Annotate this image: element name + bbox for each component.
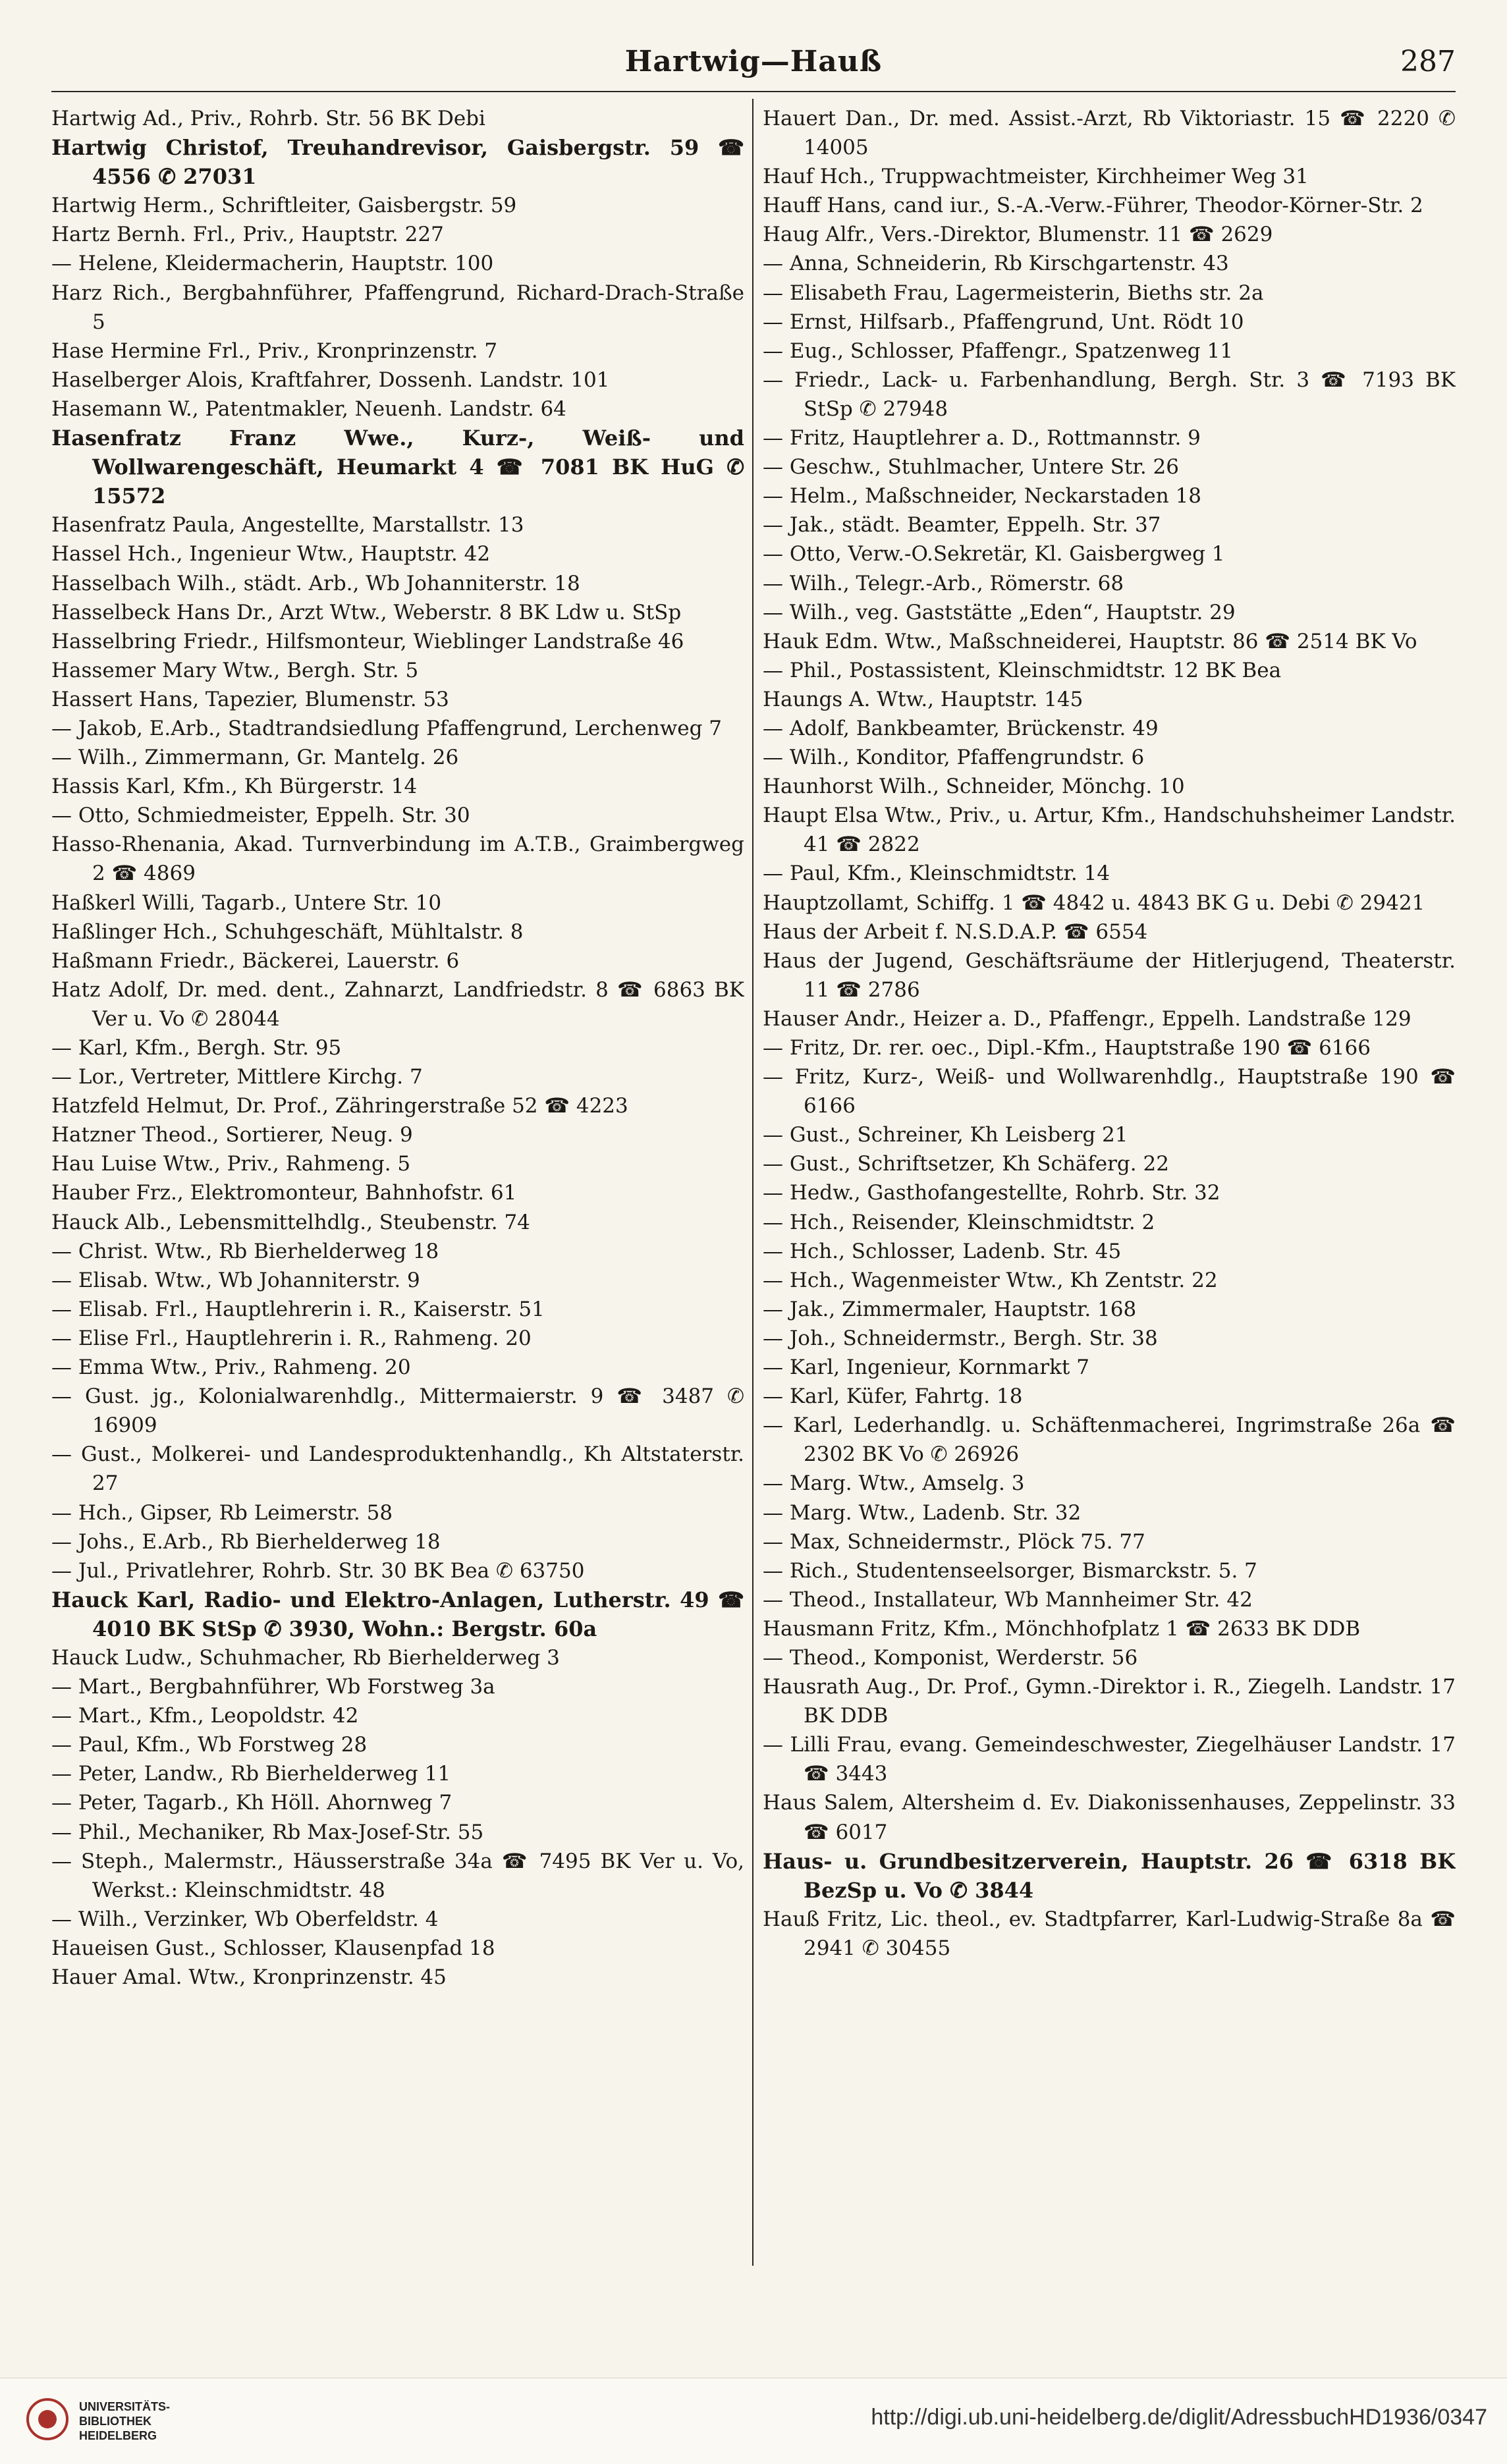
directory-entry: — Otto, Schmiedmeister, Eppelh. Str. 30 (51, 804, 470, 828)
directory-entry: — Max, Schneidermstr., Plöck 75. 77 (763, 1529, 1145, 1554)
directory-entry: Hauß Fritz, Lic. theol., ev. Stadtpfarrer, Karl-Ludwig-Straße 8a ☎ 2941 ✆ 30455 (763, 1907, 1456, 1960)
directory-entry: Hasemann W., Patentmakler, Neuenh. Landstr. 64 (51, 397, 566, 421)
directory-entry: — Rich., Studentenseelsorger, Bismarckstr. 5. 7 (763, 1558, 1257, 1583)
library-logo-text: UNIVERSITÄTS-BIBLIOTHEK HEIDELBERG (79, 2400, 171, 2442)
directory-entry: — Paul, Kfm., Kleinschmidtstr. 14 (763, 862, 1110, 886)
directory-entry: — Anna, Schneiderin, Rb Kirschgartenstr. 43 (763, 252, 1229, 276)
directory-entry: — Elise Frl., Hauptlehrerin i. R., Rahmeng. 20 (51, 1326, 532, 1350)
page-number: 287 (1400, 45, 1456, 78)
left-column (51, 104, 744, 2278)
directory-entry: — Eug., Schlosser, Pfaffengr., Spatzenweg 11 (763, 339, 1233, 363)
directory-entry: Hauk Edm. Wtw., Maßschneiderei, Hauptstr. 86 ☎ 2514 BK Vo (763, 629, 1417, 653)
directory-entry: — Peter, Landw., Rb Bierhelderweg 11 (51, 1762, 451, 1786)
directory-entry: — Karl, Lederhandlg. u. Schäftenmacherei, Ingrimstraße 26a ☎ 2302 BK Vo ✆ 26926 (763, 1413, 1456, 1467)
page-title: Hartwig—Hauß (624, 45, 883, 78)
directory-entry: — Geschw., Stuhlmacher, Untere Str. 26 (763, 455, 1180, 479)
directory-entry: Hauf Hch., Truppwachtmeister, Kirchheimer Weg 31 (763, 165, 1309, 189)
directory-entry: — Hch., Reisender, Kleinschmidtstr. 2 (763, 1210, 1155, 1234)
directory-entry: — Mart., Kfm., Leopoldstr. 42 (51, 1704, 359, 1728)
directory-entry: — Karl, Ingenieur, Kornmarkt 7 (763, 1355, 1089, 1380)
directory-entry: Hasso-Rhenania, Akad. Turnverbindung im A.T.B., Graimbergweg 2 ☎ 4869 (51, 833, 744, 886)
directory-entry: Haßkerl Willi, Tagarb., Untere Str. 10 (51, 890, 442, 915)
seal-icon (26, 2398, 68, 2440)
directory-entry: — Ernst, Hilfsarb., Pfaffengrund, Unt. Rödt 10 (763, 310, 1244, 334)
directory-entry: — Phil., Postassistent, Kleinschmidtstr. 12 BK Bea (763, 658, 1282, 682)
directory-entry: Harz Rich., Bergbahnführer, Pfaffengrund, Richard-Drach-Straße 5 (51, 281, 744, 334)
directory-entry: — Jul., Privatlehrer, Rohrb. Str. 30 BK Bea ✆ 63750 (51, 1558, 585, 1583)
directory-entry: — Lilli Frau, evang. Gemeindeschwester, Ziegelhäuser Landstr. 17 ☎ 3443 (763, 1733, 1456, 1786)
header-rule (51, 91, 1456, 92)
directory-entry: — Marg. Wtw., Amselg. 3 (763, 1471, 1025, 1496)
directory-entry: Haug Alfr., Vers.-Direktor, Blumenstr. 11 ☎ 2629 (763, 223, 1273, 247)
directory-entry: Hatzfeld Helmut, Dr. Prof., Zähringerstraße 52 ☎ 4223 (51, 1094, 628, 1118)
directory-entry: Hassert Hans, Tapezier, Blumenstr. 53 (51, 687, 449, 711)
directory-entry: — Gust. jg., Kolonialwarenhdlg., Mittermaierstr. 9 ☎ 3487 ✆ 16909 (51, 1384, 744, 1438)
directory-entry: — Steph., Malermstr., Häusserstraße 34a ☎ 7495 BK Ver u. Vo, Werkst.: Kleinschmidtstr. 48 (51, 1849, 744, 1902)
directory-entry: — Theod., Komponist, Werderstr. 56 (763, 1645, 1138, 1670)
directory-entry: — Hch., Schlosser, Ladenb. Str. 45 (763, 1239, 1122, 1263)
directory-entry: Hauert Dan., Dr. med. Assist.-Arzt, Rb Viktoriastr. 15 ☎ 2220 ✆ 14005 (763, 107, 1456, 160)
directory-entry: — Helene, Kleidermacherin, Hauptstr. 100 (51, 252, 494, 276)
directory-entry: — Wilh., Konditor, Pfaffengrundstr. 6 (763, 746, 1145, 770)
source-url[interactable]: http://digi.ub.uni-heidelberg.de/diglit/AdressbuchHD1936/0347 (871, 2405, 1487, 2430)
directory-entry: Hatzner Theod., Sortierer, Neug. 9 (51, 1123, 413, 1147)
directory-entry: Haungs A. Wtw., Hauptstr. 145 (763, 687, 1083, 711)
directory-entry: Haßlinger Hch., Schuhgeschäft, Mühltalstr. 8 (51, 919, 524, 944)
directory-entry: Hartwig Ad., Priv., Rohrb. Str. 56 BK Debi (51, 107, 485, 130)
directory-entry: Hauck Alb., Lebensmittelhdlg., Steubenstr. 74 (51, 1210, 530, 1234)
directory-entry: Haus der Arbeit f. N.S.D.A.P. ☎ 6554 (763, 919, 1148, 944)
library-logo (26, 2394, 198, 2453)
directory-entry: — Gust., Schriftsetzer, Kh Schäferg. 22 (763, 1152, 1169, 1176)
directory-entry: Hassis Karl, Kfm., Kh Bürgerstr. 14 (51, 775, 418, 799)
directory-entry: — Adolf, Bankbeamter, Brückenstr. 49 (763, 716, 1159, 740)
directory-entry: — Wilh., Telegr.-Arb., Römerstr. 68 (763, 571, 1124, 595)
directory-entry: Hasselbach Wilh., städt. Arb., Wb Johanniterstr. 18 (51, 571, 580, 595)
directory-entry: — Mart., Bergbahnführer, Wb Forstweg 3a (51, 1675, 495, 1699)
directory-entry: Hausmann Fritz, Kfm., Mönchhofplatz 1 ☎ 2633 BK DDB (763, 1616, 1361, 1641)
column-divider (752, 99, 754, 2266)
directory-entry: — Otto, Verw.-O.Sekretär, Kl. Gaisbergweg 1 (763, 542, 1225, 566)
directory-entry: Hausrath Aug., Dr. Prof., Gymn.-Direktor i. R., Ziegelh. Landstr. 17 BK DDB (763, 1675, 1456, 1728)
directory-entry: — Hch., Wagenmeister Wtw., Kh Zentstr. 22 (763, 1268, 1218, 1292)
directory-entry: — Emma Wtw., Priv., Rahmeng. 20 (51, 1355, 411, 1380)
directory-entry: — Fritz, Kurz-, Weiß- und Wollwarenhdlg., Hauptstraße 190 ☎ 6166 (763, 1065, 1456, 1118)
directory-entry: Hauber Frz., Elektromonteur, Bahnhofstr. 61 (51, 1181, 517, 1205)
directory-entry: Hase Hermine Frl., Priv., Kronprinzenstr. 7 (51, 339, 498, 363)
directory-entry: Hassel Hch., Ingenieur Wtw., Hauptstr. 42 (51, 542, 491, 566)
directory-entry: Haus- u. Grundbesitzerverein, Hauptstr. 26 ☎ 6318 BK BezSp u. Vo ✆ 3844 (763, 1848, 1456, 1903)
directory-entry: Hauer Amal. Wtw., Kronprinzenstr. 45 (51, 1965, 447, 1989)
directory-entry: Hauck Ludw., Schuhmacher, Rb Bierhelderweg 3 (51, 1645, 560, 1670)
directory-entry: Hasenfratz Paula, Angestellte, Marstallstr. 13 (51, 513, 524, 537)
page-header (51, 45, 1456, 91)
directory-entry: Hasenfratz Franz Wwe., Kurz-, Weiß- und Wollwarengeschäft, Heumarkt 4 ☎ 7081 BK HuG ✆ 15572 (51, 425, 744, 509)
directory-entry: — Hch., Gipser, Rb Leimerstr. 58 (51, 1500, 393, 1525)
directory-entry: — Wilh., Verzinker, Wb Oberfeldstr. 4 (51, 1907, 439, 1931)
directory-entry: Haueisen Gust., Schlosser, Klausenpfad 18 (51, 1936, 495, 1960)
directory-entry: — Friedr., Lack- u. Farbenhandlung, Bergh. Str. 3 ☎ 7193 BK StSp ✆ 27948 (763, 368, 1456, 421)
directory-entry: — Jak., städt. Beamter, Eppelh. Str. 37 (763, 513, 1161, 537)
directory-entry: — Christ. Wtw., Rb Bierhelderweg 18 (51, 1239, 439, 1263)
directory-entry: Haus der Jugend, Geschäftsräume der Hitlerjugend, Theaterstr. 11 ☎ 2786 (763, 948, 1456, 1002)
directory-entry: Hartwig Herm., Schriftleiter, Gaisbergstr. 59 (51, 194, 517, 218)
directory-entry: — Karl, Küfer, Fahrtg. 18 (763, 1384, 1023, 1409)
directory-entry: — Wilh., veg. Gaststätte „Eden“, Hauptstr. 29 (763, 600, 1236, 624)
directory-entry: — Gust., Schreiner, Kh Leisberg 21 (763, 1123, 1128, 1147)
directory-entry: Haus Salem, Altersheim d. Ev. Diakonissenhauses, Zeppelinstr. 33 ☎ 6017 (763, 1791, 1456, 1844)
directory-entry: — Jakob, E.Arb., Stadtrandsiedlung Pfaffengrund, Lerchenweg 7 (51, 716, 722, 740)
directory-entry: — Johs., E.Arb., Rb Bierhelderweg 18 (51, 1529, 441, 1554)
directory-entry: Hartz Bernh. Frl., Priv., Hauptstr. 227 (51, 223, 444, 247)
directory-entry: — Joh., Schneidermstr., Bergh. Str. 38 (763, 1326, 1158, 1350)
directory-entry: Hauptzollamt, Schiffg. 1 ☎ 4842 u. 4843 BK G u. Debi ✆ 29421 (763, 890, 1425, 915)
directory-entry: — Jak., Zimmermaler, Hauptstr. 168 (763, 1297, 1137, 1321)
directory-entry: — Paul, Kfm., Wb Forstweg 28 (51, 1733, 368, 1757)
directory-entry: — Marg. Wtw., Ladenb. Str. 32 (763, 1500, 1082, 1525)
directory-entry: Hasselbeck Hans Dr., Arzt Wtw., Weberstr. 8 BK Ldw u. StSp (51, 600, 682, 624)
directory-entry: Hassemer Mary Wtw., Bergh. Str. 5 (51, 658, 419, 682)
directory-entry: Hatz Adolf, Dr. med. dent., Zahnarzt, Landfriedstr. 8 ☎ 6863 BK Ver u. Vo ✆ 28044 (51, 977, 744, 1031)
directory-entry: — Elisab. Wtw., Wb Johanniterstr. 9 (51, 1268, 420, 1292)
directory-entry: — Helm., Maßschneider, Neckarstaden 18 (763, 484, 1202, 508)
directory-entry: — Gust., Molkerei- und Landesproduktenhandlg., Kh Altstaterstr. 27 (51, 1442, 744, 1496)
directory-entry: Hauser Andr., Heizer a. D., Pfaffengr., Eppelh. Landstraße 129 (763, 1006, 1411, 1031)
directory-entry: Hasselbring Friedr., Hilfsmonteur, Wieblinger Landstraße 46 (51, 629, 684, 653)
directory-entry: Hartwig Christof, Treuhandrevisor, Gaisbergstr. 59 ☎ 4556 ✆ 27031 (51, 135, 744, 190)
directory-entry: — Theod., Installateur, Wb Mannheimer Str. 42 (763, 1587, 1253, 1612)
right-column (763, 104, 1456, 2278)
directory-entry: — Phil., Mechaniker, Rb Max-Josef-Str. 55 (51, 1820, 484, 1844)
directory-entry: Hauff Hans, cand iur., S.-A.-Verw.-Führer, Theodor-Körner-Str. 2 (763, 194, 1423, 218)
directory-entry: — Karl, Kfm., Bergh. Str. 95 (51, 1036, 342, 1060)
directory-entry: — Elisabeth Frau, Lagermeisterin, Bieths str. 2a (763, 281, 1264, 305)
directory-entry: Haßmann Friedr., Bäckerei, Lauerstr. 6 (51, 948, 460, 973)
directory-entry: Hau Luise Wtw., Priv., Rahmeng. 5 (51, 1152, 411, 1176)
directory-entry: — Lor., Vertreter, Mittlere Kirchg. 7 (51, 1065, 423, 1089)
directory-entry: — Hedw., Gasthofangestellte, Rohrb. Str. 32 (763, 1181, 1220, 1205)
directory-entry: — Elisab. Frl., Hauptlehrerin i. R., Kaiserstr. 51 (51, 1297, 545, 1321)
footer-bar (0, 2378, 1507, 2464)
directory-entry: Haunhorst Wilh., Schneider, Mönchg. 10 (763, 775, 1185, 799)
directory-entry: — Fritz, Dr. rer. oec., Dipl.-Kfm., Hauptstraße 190 ☎ 6166 (763, 1036, 1371, 1060)
directory-entry: Haupt Elsa Wtw., Priv., u. Artur, Kfm., Handschuhsheimer Landstr. 41 ☎ 2822 (763, 804, 1456, 857)
directory-entry: — Fritz, Hauptlehrer a. D., Rottmannstr. 9 (763, 426, 1201, 451)
directory-entry: — Wilh., Zimmermann, Gr. Mantelg. 26 (51, 746, 459, 770)
directory-entry: — Peter, Tagarb., Kh Höll. Ahornweg 7 (51, 1791, 452, 1815)
directory-entry: Hauck Karl, Radio- und Elektro-Anlagen, Lutherstr. 49 ☎ 4010 BK StSp ✆ 3930, Wohn.: Bergstr. 60a (51, 1587, 744, 1641)
directory-entry: Haselberger Alois, Kraftfahrer, Dossenh. Landstr. 101 (51, 368, 610, 392)
